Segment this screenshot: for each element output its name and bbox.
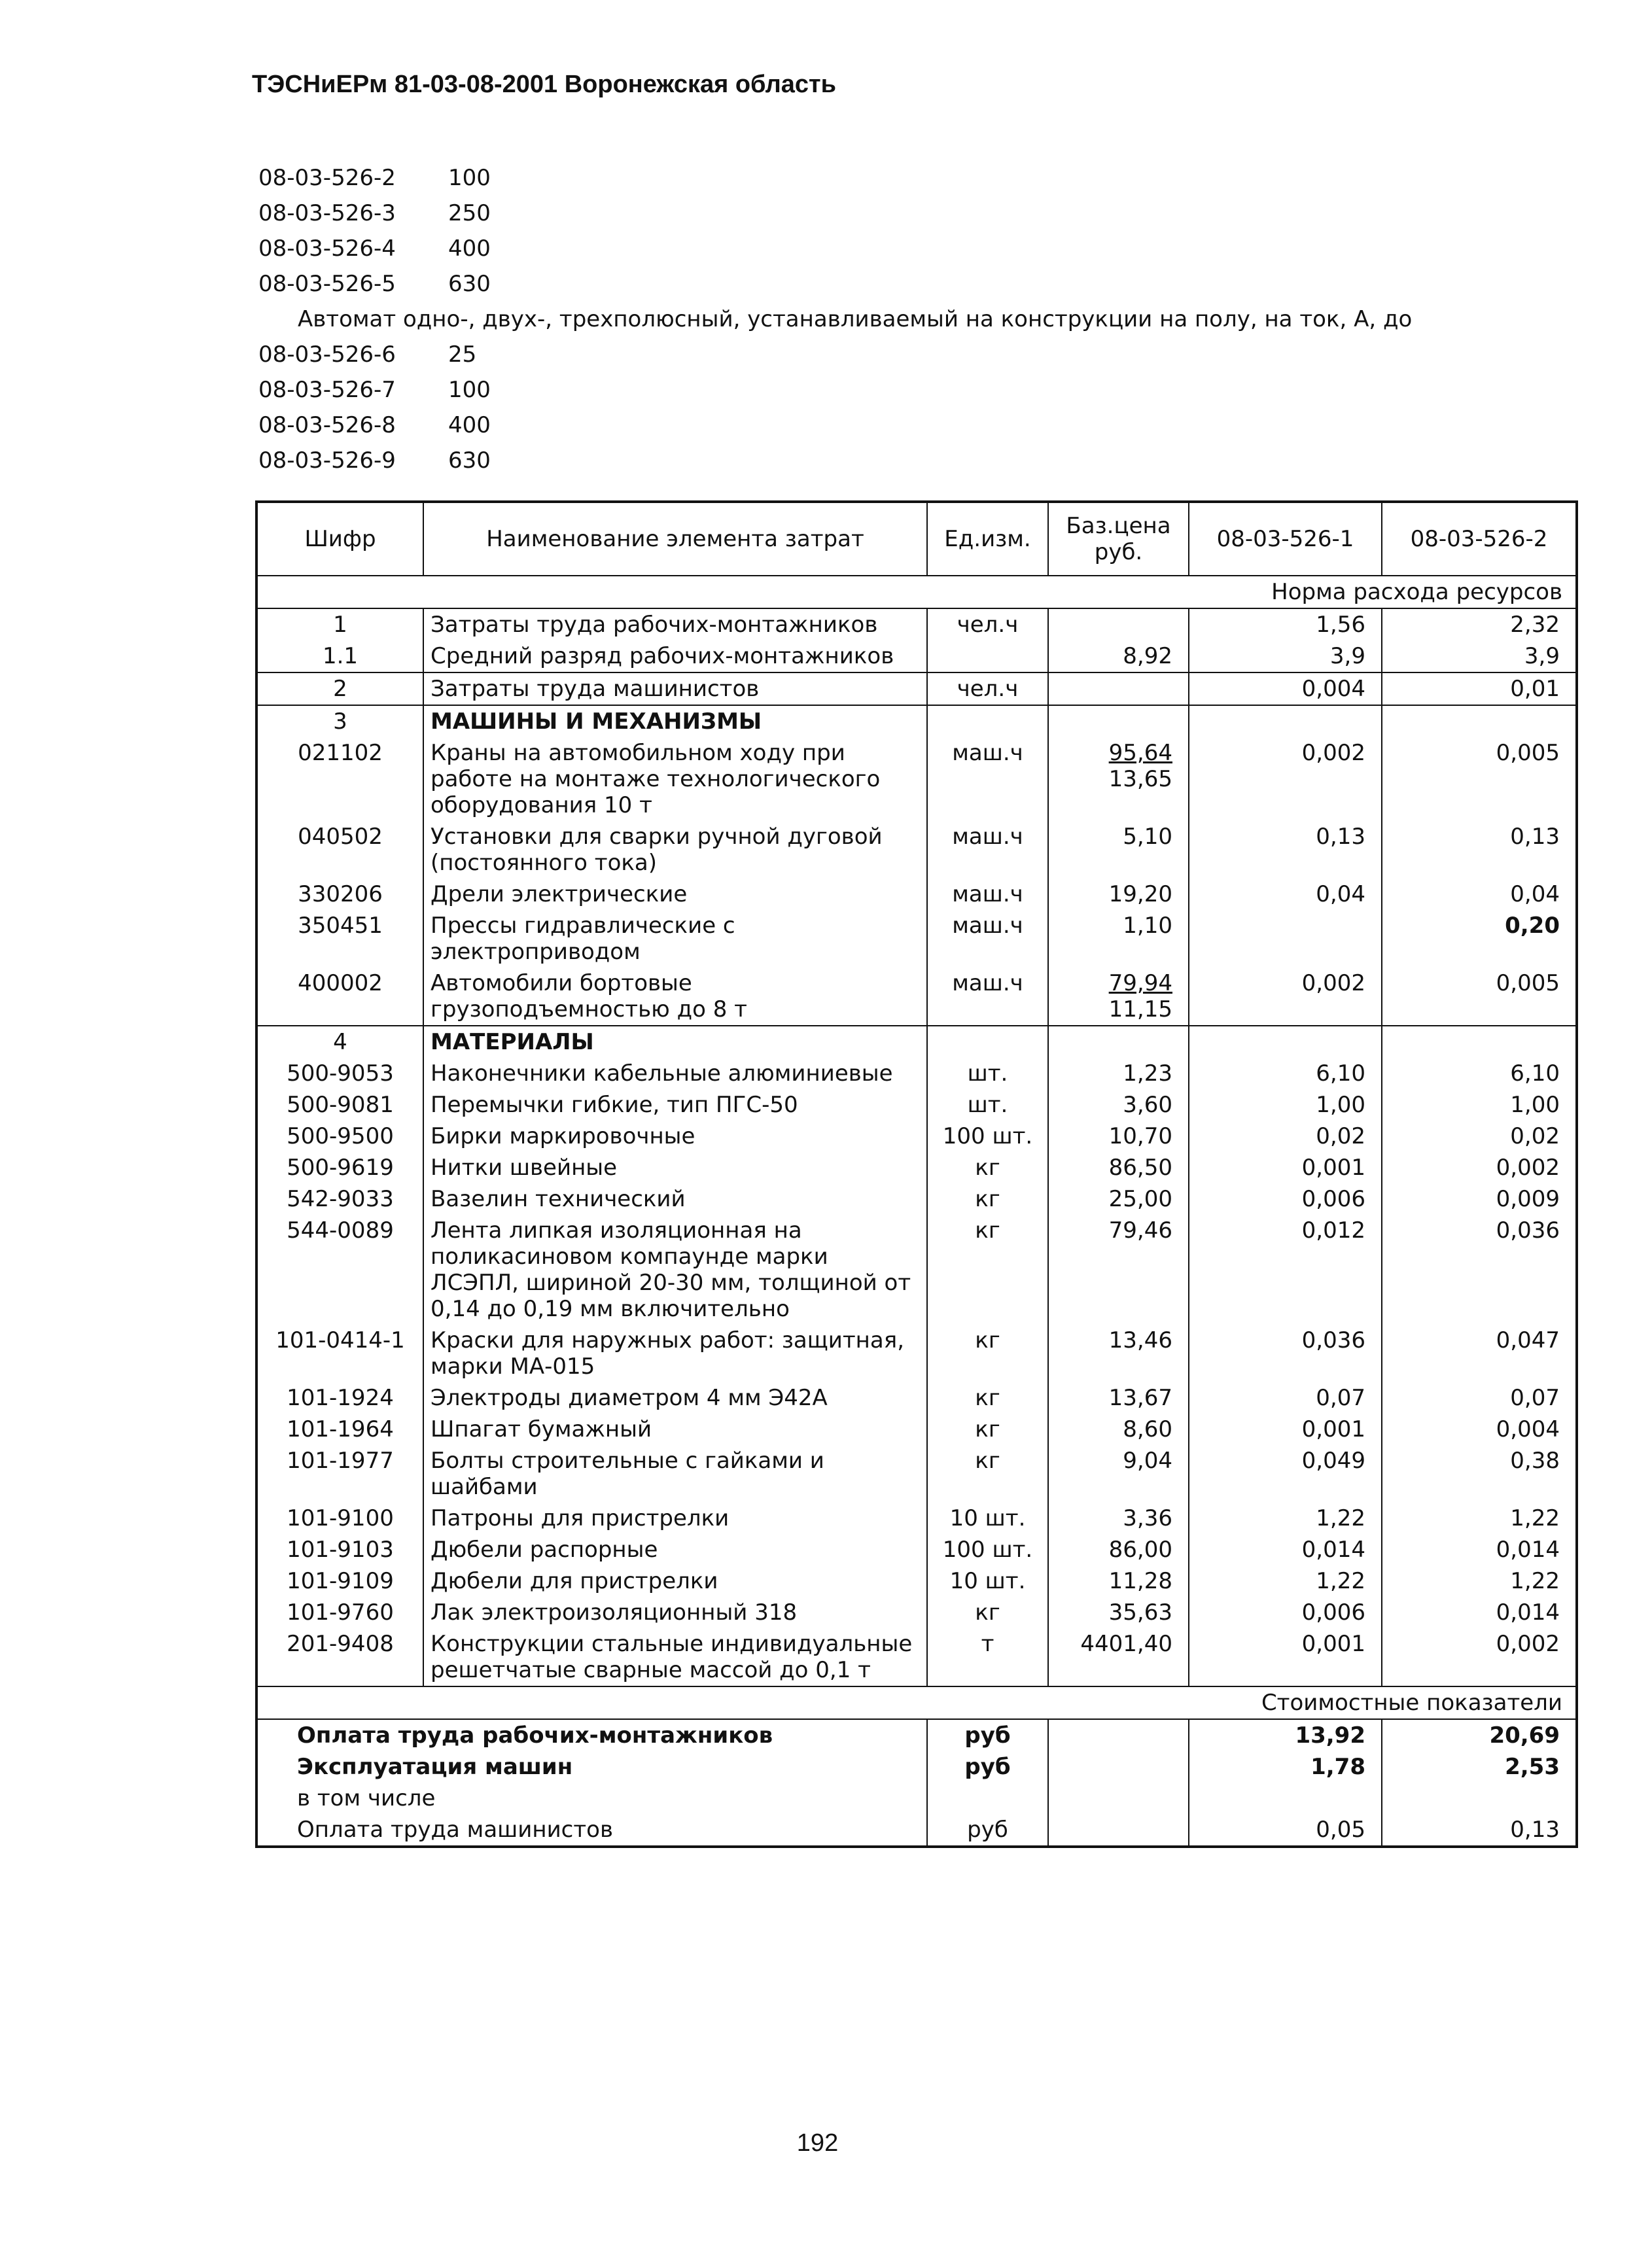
empty-cell: [256, 576, 1189, 608]
cell-unit: [927, 1026, 1048, 1058]
cell-cipher: 040502: [256, 821, 423, 879]
code-line: [258, 196, 1412, 231]
cell-unit: кг: [927, 1183, 1048, 1215]
price-value: 35,63: [1108, 1599, 1172, 1626]
cell-price: [1048, 1414, 1189, 1445]
price-value: 86,50: [1108, 1155, 1172, 1181]
price-value: 4401,40: [1080, 1631, 1172, 1657]
cell-cipher: 101-0414-1: [256, 1325, 423, 1382]
cost-label-row: [256, 1686, 1577, 1719]
code-line: [258, 231, 1412, 266]
cell-unit: кг: [927, 1382, 1048, 1414]
table-row: [256, 672, 1577, 705]
cost-unit: руб: [927, 1751, 1048, 1783]
cell-name: Нитки швейные: [423, 1152, 927, 1183]
cell-cipher: 101-1924: [256, 1382, 423, 1414]
page-number: 192: [796, 2129, 839, 2157]
table-row: [256, 1152, 1577, 1183]
document-header: ТЭСНиЕРм 81-03-08-2001 Воронежская область: [252, 71, 836, 98]
price-value: 79,46: [1108, 1217, 1172, 1244]
cell-price: [1048, 1058, 1189, 1089]
cell-value-1: 0,006: [1189, 1597, 1382, 1628]
cell-price: [1048, 1445, 1189, 1503]
cell-value-1: 0,004: [1189, 672, 1382, 705]
cell-cipher: 101-1964: [256, 1414, 423, 1445]
cell-name: Шпагат бумажный: [423, 1414, 927, 1445]
cell-cipher: 542-9033: [256, 1183, 423, 1215]
cell-unit: т: [927, 1628, 1048, 1686]
cell-unit: маш.ч: [927, 737, 1048, 821]
cell-price: [1048, 737, 1189, 821]
norm-label-row: [256, 576, 1577, 608]
cell-unit: маш.ч: [927, 879, 1048, 910]
cell-value-2: 0,20: [1382, 910, 1577, 968]
cell-value-2: 0,047: [1382, 1325, 1577, 1382]
cell-price: [1048, 1215, 1189, 1325]
table-row: [256, 1215, 1577, 1325]
cell-value-1: 0,014: [1189, 1534, 1382, 1565]
empty-cell: [256, 1686, 1189, 1719]
cost-row: [256, 1719, 1577, 1751]
price-value: 13,46: [1108, 1327, 1172, 1353]
cell-price: [1048, 910, 1189, 968]
code-id: 08-03-526-5: [258, 271, 396, 297]
cell-price: [1048, 879, 1189, 910]
cell-unit: 100 шт.: [927, 1121, 1048, 1152]
table-row: [256, 705, 1577, 737]
cell-price: [1048, 1325, 1189, 1382]
cost-name: Эксплуатация машин: [256, 1751, 927, 1783]
cell-value-1: 3,9: [1189, 640, 1382, 672]
table-row: [256, 608, 1577, 640]
cell-value-2: [1382, 1026, 1577, 1058]
cell-name: Электроды диаметром 4 мм Э42А: [423, 1382, 927, 1414]
cost-value-2: 2,53: [1382, 1751, 1577, 1783]
cell-value-2: 0,005: [1382, 968, 1577, 1026]
cell-name: Установки для сварки ручной дуговой (постоянного тока): [423, 821, 927, 879]
cell-cipher: 330206: [256, 879, 423, 910]
cost-value-1: [1189, 1783, 1382, 1814]
table-row: [256, 1445, 1577, 1503]
cost-value-1: 13,92: [1189, 1719, 1382, 1751]
cell-name: Вазелин технический: [423, 1183, 927, 1215]
cell-price: [1048, 1382, 1189, 1414]
cell-value-2: 0,009: [1382, 1183, 1577, 1215]
price-value: 11,28: [1108, 1568, 1172, 1594]
price-value: 25,00: [1108, 1186, 1172, 1212]
cell-value-1: 0,001: [1189, 1152, 1382, 1183]
cell-value-2: 0,13: [1382, 821, 1577, 879]
cell-price: [1048, 640, 1189, 672]
cell-value-2: 0,004: [1382, 1414, 1577, 1445]
price-secondary: 13,65: [1108, 766, 1172, 792]
cell-name: МАТЕРИАЛЫ: [423, 1026, 927, 1058]
cell-value-1: 1,00: [1189, 1089, 1382, 1121]
cell-value-2: 0,04: [1382, 879, 1577, 910]
cell-unit: маш.ч: [927, 968, 1048, 1026]
cell-cipher: 101-9100: [256, 1503, 423, 1534]
cell-value-2: 0,07: [1382, 1382, 1577, 1414]
cell-unit: чел.ч: [927, 672, 1048, 705]
cost-row: [256, 1783, 1577, 1814]
code-value: 400: [448, 412, 491, 438]
code-line: [258, 337, 1412, 372]
cell-value-1: 0,002: [1189, 737, 1382, 821]
table-row: [256, 1058, 1577, 1089]
cell-price: [1048, 1026, 1189, 1058]
cost-row: [256, 1814, 1577, 1847]
header-cipher: Шифр: [256, 502, 423, 576]
code-id: 08-03-526-8: [258, 412, 396, 438]
cell-unit: чел.ч: [927, 608, 1048, 640]
cell-value-1: [1189, 705, 1382, 737]
price-value: 86,00: [1108, 1537, 1172, 1563]
cell-price: [1048, 1534, 1189, 1565]
cell-unit: маш.ч: [927, 910, 1048, 968]
code-id: 08-03-526-7: [258, 377, 396, 403]
table-row: [256, 910, 1577, 968]
code-id: 08-03-526-3: [258, 200, 396, 226]
price-value: 95,64: [1108, 740, 1172, 766]
cell-value-2: 0,01: [1382, 672, 1577, 705]
cell-cipher: 500-9081: [256, 1089, 423, 1121]
code-line: [258, 443, 1412, 478]
cost-label: Стоимостные показатели: [1189, 1686, 1577, 1719]
cell-name: Перемычки гибкие, тип ПГС-50: [423, 1089, 927, 1121]
cost-value-2: [1382, 1783, 1577, 1814]
cell-value-1: [1189, 1026, 1382, 1058]
cell-price: [1048, 705, 1189, 737]
price-value: 10,70: [1108, 1123, 1172, 1149]
cell-name: Лента липкая изоляционная на поликасиновом компаунде марки ЛСЭПЛ, шириной 20-30 мм, толщиной от 0,14 до 0,19 мм включительно: [423, 1215, 927, 1325]
cell-cipher: 400002: [256, 968, 423, 1026]
cell-cipher: 544-0089: [256, 1215, 423, 1325]
table-row: [256, 1089, 1577, 1121]
cell-cipher: 500-9619: [256, 1152, 423, 1183]
code-id: 08-03-526-6: [258, 341, 396, 368]
cell-price: [1048, 1503, 1189, 1534]
cell-name: Дюбели распорные: [423, 1534, 927, 1565]
cost-value-1: 1,78: [1189, 1751, 1382, 1783]
empty-cell: [1048, 1719, 1189, 1751]
cell-value-1: 0,02: [1189, 1121, 1382, 1152]
price-value: 5,10: [1123, 824, 1172, 850]
cell-value-1: 0,13: [1189, 821, 1382, 879]
code-value: 100: [448, 377, 491, 403]
cell-name: Конструкции стальные индивидуальные решетчатые сварные массой до 0,1 т: [423, 1628, 927, 1686]
empty-cell: [1048, 1783, 1189, 1814]
cost-name: в том числе: [256, 1783, 927, 1814]
table-row: [256, 1534, 1577, 1565]
resource-norms-table: [255, 500, 1578, 1848]
cell-value-1: 6,10: [1189, 1058, 1382, 1089]
price-value: 8,60: [1123, 1416, 1172, 1442]
table-row: [256, 1597, 1577, 1628]
cell-name: Краны на автомобильном ходу при работе на монтаже технологического оборудования 10 т: [423, 737, 927, 821]
norm-label: Норма расхода ресурсов: [1189, 576, 1577, 608]
code-line: [258, 372, 1412, 408]
cell-value-2: 0,02: [1382, 1121, 1577, 1152]
cost-value-2: 0,13: [1382, 1814, 1577, 1847]
table-row: [256, 821, 1577, 879]
cell-price: [1048, 1565, 1189, 1597]
cell-cipher: 3: [256, 705, 423, 737]
header-col2: 08-03-526-2: [1382, 502, 1577, 576]
cell-value-2: 0,014: [1382, 1597, 1577, 1628]
cell-unit: 10 шт.: [927, 1565, 1048, 1597]
cell-name: Наконечники кабельные алюминиевые: [423, 1058, 927, 1089]
price-value: 1,23: [1123, 1060, 1172, 1087]
cost-unit: руб: [927, 1719, 1048, 1751]
table-row: [256, 968, 1577, 1026]
cell-unit: кг: [927, 1414, 1048, 1445]
table-row: [256, 1325, 1577, 1382]
cell-value-1: 0,04: [1189, 879, 1382, 910]
cell-cipher: 2: [256, 672, 423, 705]
cell-cipher: 4: [256, 1026, 423, 1058]
cell-unit: кг: [927, 1445, 1048, 1503]
price-value: 9,04: [1123, 1448, 1172, 1474]
cell-value-2: 0,005: [1382, 737, 1577, 821]
code-list: [258, 160, 1412, 478]
cell-value-1: 0,012: [1189, 1215, 1382, 1325]
table-row: [256, 1183, 1577, 1215]
empty-cell: [1048, 1814, 1189, 1847]
cell-cipher: 021102: [256, 737, 423, 821]
cell-value-2: 1,22: [1382, 1565, 1577, 1597]
cell-name: Дюбели для пристрелки: [423, 1565, 927, 1597]
cell-value-1: 1,22: [1189, 1503, 1382, 1534]
code-id: 08-03-526-9: [258, 447, 396, 474]
cell-name: Автомобили бортовые грузоподъемностью до 8 т: [423, 968, 927, 1026]
code-value: 250: [448, 200, 491, 226]
cell-name: Краски для наружных работ: защитная, марки МА-015: [423, 1325, 927, 1382]
cell-value-1: 0,036: [1189, 1325, 1382, 1382]
table-header-row: [256, 502, 1577, 576]
cell-unit: [927, 640, 1048, 672]
cell-cipher: 101-9760: [256, 1597, 423, 1628]
code-line: [258, 160, 1412, 196]
header-col1: 08-03-526-1: [1189, 502, 1382, 576]
price-value: 13,67: [1108, 1385, 1172, 1411]
cell-value-1: 1,56: [1189, 608, 1382, 640]
code-value: 400: [448, 236, 491, 262]
code-description: Автомат одно-, двух-, трехполюсный, устанавливаемый на конструкции на полу, на ток, А, до: [298, 306, 1413, 332]
cell-name: Затраты труда рабочих-монтажников: [423, 608, 927, 640]
cell-name: Бирки маркировочные: [423, 1121, 927, 1152]
cost-row: [256, 1751, 1577, 1783]
cell-unit: 100 шт.: [927, 1534, 1048, 1565]
cell-value-2: 6,10: [1382, 1058, 1577, 1089]
table-row: [256, 1503, 1577, 1534]
cell-price: [1048, 821, 1189, 879]
cell-name: Затраты труда машинистов: [423, 672, 927, 705]
cell-value-1: [1189, 910, 1382, 968]
cell-unit: кг: [927, 1152, 1048, 1183]
cell-cipher: 101-9103: [256, 1534, 423, 1565]
table-row: [256, 737, 1577, 821]
price-value: 79,94: [1108, 970, 1172, 996]
cell-value-1: 0,001: [1189, 1628, 1382, 1686]
cell-value-1: 0,006: [1189, 1183, 1382, 1215]
code-line: [258, 266, 1412, 302]
cell-unit: 10 шт.: [927, 1503, 1048, 1534]
cell-value-1: 1,22: [1189, 1565, 1382, 1597]
table-row: [256, 640, 1577, 672]
cell-unit: [927, 705, 1048, 737]
price-secondary: 11,15: [1108, 996, 1172, 1022]
cell-cipher: 201-9408: [256, 1628, 423, 1686]
cell-price: [1048, 1152, 1189, 1183]
price-value: 3,36: [1123, 1505, 1172, 1531]
cell-unit: кг: [927, 1597, 1048, 1628]
cell-name: Лак электроизоляционный 318: [423, 1597, 927, 1628]
price-value: 19,20: [1108, 881, 1172, 907]
cell-value-2: 0,002: [1382, 1628, 1577, 1686]
cost-unit: [927, 1783, 1048, 1814]
empty-cell: [1048, 1751, 1189, 1783]
cell-unit: шт.: [927, 1058, 1048, 1089]
cell-value-2: 1,00: [1382, 1089, 1577, 1121]
cell-value-2: 0,036: [1382, 1215, 1577, 1325]
table-row: [256, 1414, 1577, 1445]
cost-unit: руб: [927, 1814, 1048, 1847]
cell-value-2: 2,32: [1382, 608, 1577, 640]
cell-cipher: 1: [256, 608, 423, 640]
cell-price: [1048, 608, 1189, 640]
cell-price: [1048, 1183, 1189, 1215]
code-value: 100: [448, 165, 491, 191]
cost-name: Оплата труда рабочих-монтажников: [256, 1719, 927, 1751]
cell-value-2: 0,002: [1382, 1152, 1577, 1183]
cell-price: [1048, 1597, 1189, 1628]
cost-value-1: 0,05: [1189, 1814, 1382, 1847]
cell-name: Болты строительные с гайками и шайбами: [423, 1445, 927, 1503]
cell-price: [1048, 672, 1189, 705]
cell-price: [1048, 1121, 1189, 1152]
code-value: 630: [448, 271, 491, 297]
cell-unit: кг: [927, 1215, 1048, 1325]
cell-unit: шт.: [927, 1089, 1048, 1121]
cell-price: [1048, 1089, 1189, 1121]
table-row: [256, 1382, 1577, 1414]
price-value: 8,92: [1123, 643, 1172, 669]
cell-value-2: 1,22: [1382, 1503, 1577, 1534]
cell-name: МАШИНЫ И МЕХАНИЗМЫ: [423, 705, 927, 737]
cell-name: Средний разряд рабочих-монтажников: [423, 640, 927, 672]
cell-value-2: 0,014: [1382, 1534, 1577, 1565]
code-id: 08-03-526-4: [258, 236, 396, 262]
cell-value-2: [1382, 705, 1577, 737]
code-value: 25: [448, 341, 477, 368]
header-unit: Ед.изм.: [927, 502, 1048, 576]
table-row: [256, 1565, 1577, 1597]
cell-unit: маш.ч: [927, 821, 1048, 879]
cell-cipher: 101-9109: [256, 1565, 423, 1597]
cell-unit: кг: [927, 1325, 1048, 1382]
table-row: [256, 879, 1577, 910]
code-line: [258, 408, 1412, 443]
code-id: 08-03-526-2: [258, 165, 396, 191]
cell-value-2: 3,9: [1382, 640, 1577, 672]
cell-cipher: 1.1: [256, 640, 423, 672]
cell-value-1: 0,049: [1189, 1445, 1382, 1503]
cell-value-1: 0,001: [1189, 1414, 1382, 1445]
table-row: [256, 1121, 1577, 1152]
cell-name: Патроны для пристрелки: [423, 1503, 927, 1534]
cell-name: Дрели электрические: [423, 879, 927, 910]
price-value: 1,10: [1123, 913, 1172, 939]
cell-cipher: 500-9053: [256, 1058, 423, 1089]
price-value: 3,60: [1123, 1092, 1172, 1118]
cost-name: Оплата труда машинистов: [256, 1814, 927, 1847]
header-price: Баз.цена руб.: [1048, 502, 1189, 576]
table-row: [256, 1628, 1577, 1686]
code-value: 630: [448, 447, 491, 474]
cell-price: [1048, 968, 1189, 1026]
cell-cipher: 101-1977: [256, 1445, 423, 1503]
table-row: [256, 1026, 1577, 1058]
cost-value-2: 20,69: [1382, 1719, 1577, 1751]
cell-value-1: 0,07: [1189, 1382, 1382, 1414]
cell-value-1: 0,002: [1189, 968, 1382, 1026]
cell-cipher: 350451: [256, 910, 423, 968]
header-name: Наименование элемента затрат: [423, 502, 927, 576]
cell-name: Прессы гидравлические с электроприводом: [423, 910, 927, 968]
cell-cipher: 500-9500: [256, 1121, 423, 1152]
cell-value-2: 0,38: [1382, 1445, 1577, 1503]
cell-price: [1048, 1628, 1189, 1686]
